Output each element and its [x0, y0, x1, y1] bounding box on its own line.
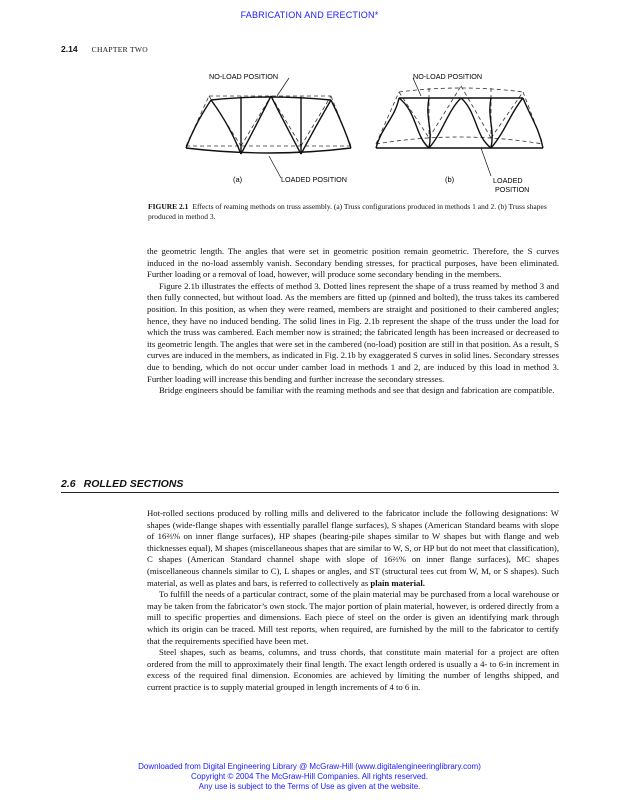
truss-b-no-load — [376, 86, 543, 144]
label-no-load-a: NO-LOAD POSITION — [209, 72, 279, 81]
body-text-lower — [147, 508, 559, 694]
caption-text: Effects of reaming methods on truss assembly. (a) Truss configurations produced in methods 1 and 2. (b) Truss shapes produced in method 3. — [148, 202, 547, 221]
caption-label: FIGURE 2.1 — [148, 202, 189, 211]
paragraph-text: Hot-rolled sections produced by rolling mills and delivered to the fabricator include the following designations: W shapes (wide-flange shapes with essentially parallel flange surfaces), S shapes (American Standard beams with slope of 16⅔% on inner flange surfaces), HP shapes (bearing-pile shapes similar to W shapes but with flange and web thicknesses equal), M shapes (miscellaneous shapes that are similar to W, S, or HP but do not meet that classification), C shapes (American Standard channel shape with slope of 16⅔% on inner flange surfaces), MC shapes (miscellaneous channels similar to C), L shapes or angles, and ST (structural tees cut from W, M, or S shapes). Such material, as well as plates and bars, is referred to collectively as — [147, 508, 559, 588]
figure-caption — [148, 202, 548, 222]
section-number: 2.6 — [61, 478, 76, 490]
download-footer — [0, 762, 619, 792]
page-number: 2.14 — [61, 44, 78, 54]
paragraph — [147, 508, 559, 589]
body-text-upper — [147, 246, 559, 397]
paragraph: the geometric length. The angles that were set in geometric position remain geometric. Therefore, the S curves induced in the no-load assembly vanish. Secondary bending stresses, for practical purposes, have been eliminated. Further loading or a removal of load, however, will produce some secondary bending in the members. — [147, 246, 559, 280]
truss-a-loaded — [186, 96, 351, 154]
panel-label-a: (a) — [233, 175, 243, 184]
footer-line-2: Copyright © 2004 The McGraw-Hill Companies. All rights reserved. — [191, 772, 428, 781]
section-heading — [61, 478, 559, 493]
paragraph: Bridge engineers should be familiar with the reaming methods and see that design and fabrication are compatible. — [159, 385, 555, 396]
footer-line-3: Any use is subject to the Terms of Use as given at the website. — [198, 782, 421, 791]
label-loaded-a: LOADED POSITION — [281, 175, 347, 184]
bold-term: plain material. — [370, 577, 425, 588]
label-loaded-b-1: LOADED — [493, 176, 523, 185]
paragraph: Figure 2.1b illustrates the effects of method 3. Dotted lines represent the shape of a truss reamed by method 3 and then fully connected, but without load. As the members are fitted up (pinned and bolted), the truss takes its cambered position. In this position, as when they were reamed, members are straight and positioned to their cambered angles; hence, they have no induced bending. The solid lines in Fig. 2.1b represent the shape of the truss under the load for which the truss was cambered. Each member now is strained; the fabricated length has been increased or decreased to its geometric length. The angles that were set in the cambered (no-load) position are still in that position. As a result, S curves are induced in the members, as indicated in Fig. 2.1b by exaggerated S curves in solid lines. Secondary stresses due to bending, which do not occur under camber load in methods 1 and 2, are induced by this load in method 3. Further loading will increase this bending and further increase the secondary stresses. — [147, 280, 559, 384]
label-loaded-b-2: POSITION — [495, 185, 530, 194]
running-header — [61, 44, 148, 54]
truss-a-no-load — [186, 96, 351, 146]
footer-line-1[interactable]: Downloaded from Digital Engineering Library @ McGraw-Hill (www.digitalengineeringlibrary.com) — [138, 762, 481, 771]
paragraph: Steel shapes, such as beams, columns, and truss chords, that constitute main material for a project are often ordered from the mill to approximately their final length. The exact length ordered is usually a 4- to 6-in increment in excess of the required final dimension. Economies are achieved by limiting the number of lengths shipped, and current practice is to supply material grouped in length increments of 4 to 6 in. — [147, 647, 559, 692]
label-no-load-b: NO-LOAD POSITION — [413, 72, 483, 81]
section-title: ROLLED SECTIONS — [83, 478, 184, 490]
truss-figure — [181, 66, 563, 198]
chapter-title: CHAPTER TWO — [91, 45, 148, 54]
paragraph: To fulfill the needs of a particular contract, some of the plain material may be purchased from a local warehouse or may be taken from the fabricator’s own stock. The major portion of plain material, however, is ordered directly from a mill to specific properties and dimensions. Each piece of steel on the order is given an identifying mark through which its origin can be traced. Mill test reports, when required, are furnished by the mill to the fabricator to certify that the requirements specified have been met. — [147, 589, 559, 646]
truss-diagram — [181, 66, 563, 198]
document-banner: FABRICATION AND ERECTION* — [240, 10, 379, 20]
panel-label-b: (b) — [445, 175, 455, 184]
